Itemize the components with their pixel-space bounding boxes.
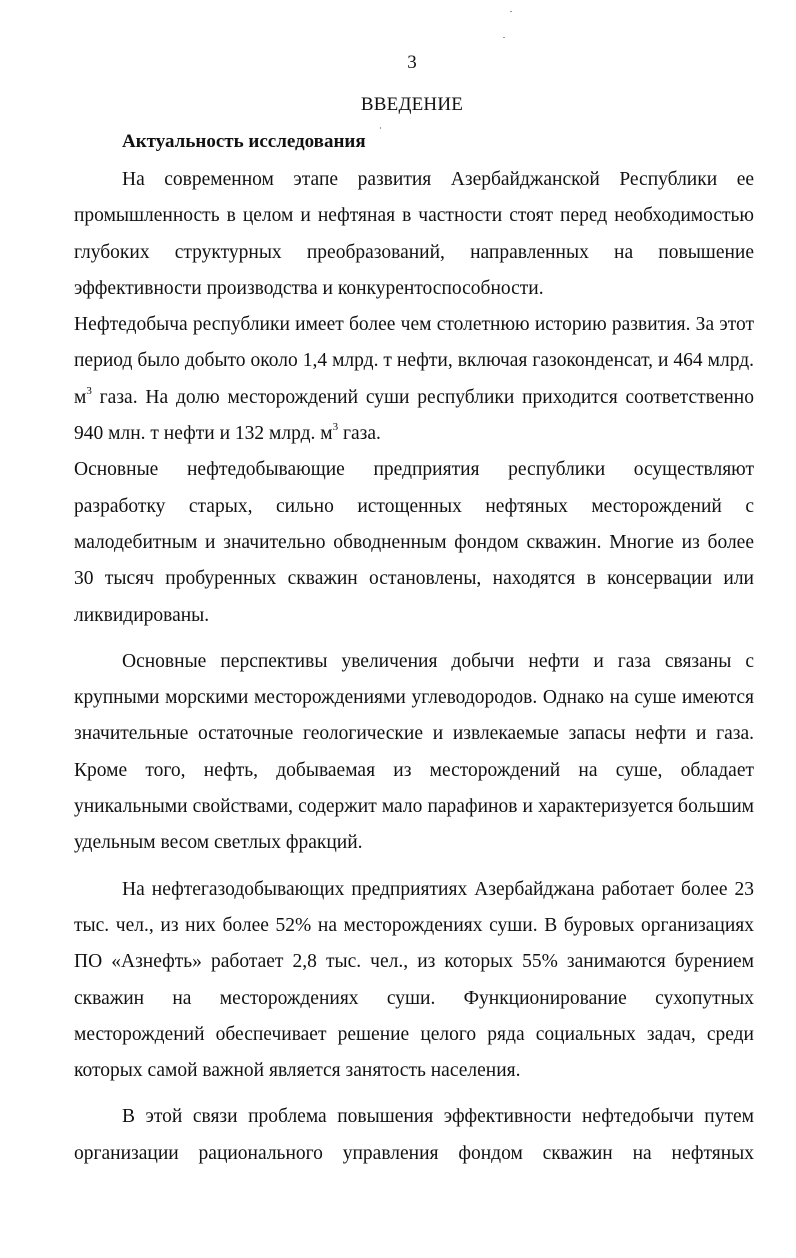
section-subtitle: Актуальность исследования — [122, 131, 366, 152]
paragraph-efficiency: В этой связи проблема повышения эффективности нефтедобычи путем организации рационального управления фондом скважин на нефтяных — [74, 1106, 754, 1164]
scan-speck — [503, 37, 505, 38]
paragraph-modern-stage: На современном этапе развития Азербайджанской Республики ее промышленность в целом и нефтяная в частности стоят перед необходимостью глубоких структурных преобразований, направленных на повышение эффективности производства и конкурентоспособности. — [74, 169, 754, 299]
paragraph-employment: На нефтегазодобывающих предприятиях Азербайджана работает более 23 тыс. чел., из них более 52% на месторождениях суши. В буровых организациях ПО «Азнефть» работает 2,8 тыс. чел., из которых 55% занимаются бурением скважин на месторождениях суши. Функционирование сухопутных месторождений обеспечивает решение целого ряда социальных задач, среди которых самой важной является занятость населения. — [74, 878, 754, 1082]
paragraph-oil-history-part3: газа. — [338, 423, 381, 445]
page-title: ВВЕДЕНИЕ — [360, 94, 464, 115]
paragraph-oil-history — [74, 307, 754, 452]
paragraph-perspectives: Основные перспективы увеличения добычи нефти и газа связаны с крупными морскими месторождениями углеводородов. Однако на суше имеются значительные остаточные геологические и извлекаемые запасы нефти и газа. Кроме того, нефть, добываемая из месторождений на суше, обладает уникальными свойствами, содержит мало парафинов и характеризуется большим удельным весом светлых фракций. — [74, 650, 754, 854]
superscript-cubic-2: 3 — [332, 421, 339, 434]
scan-speck — [510, 11, 512, 12]
page-number: 3 — [407, 52, 417, 73]
paragraph-oil-history-part2: газа. На долю месторождений суши республики приходится соответственно 940 млн. т нефти и 132 млрд. м — [74, 386, 754, 445]
scan-speck — [380, 127, 381, 129]
paragraph-oil-history-part1: Нефтедобыча республики имеет более чем столетнюю историю развития. За этот период было добыто около 1,4 млрд. т нефти, включая газоконденсат, и 464 млрд. м — [74, 314, 754, 408]
superscript-cubic-1: 3 — [86, 384, 92, 397]
paragraph-main-enterprises: Основные нефтедобывающие предприятия республики осуществляют разработку старых, сильно истощенных нефтяных месторождений с малодебитным и значительно обводненным фондом скважин. Многие из более 30 тысяч пробуренных скважин остановлены, находятся в консервации или ликвидированы. — [74, 459, 754, 626]
body-text — [74, 162, 754, 1172]
